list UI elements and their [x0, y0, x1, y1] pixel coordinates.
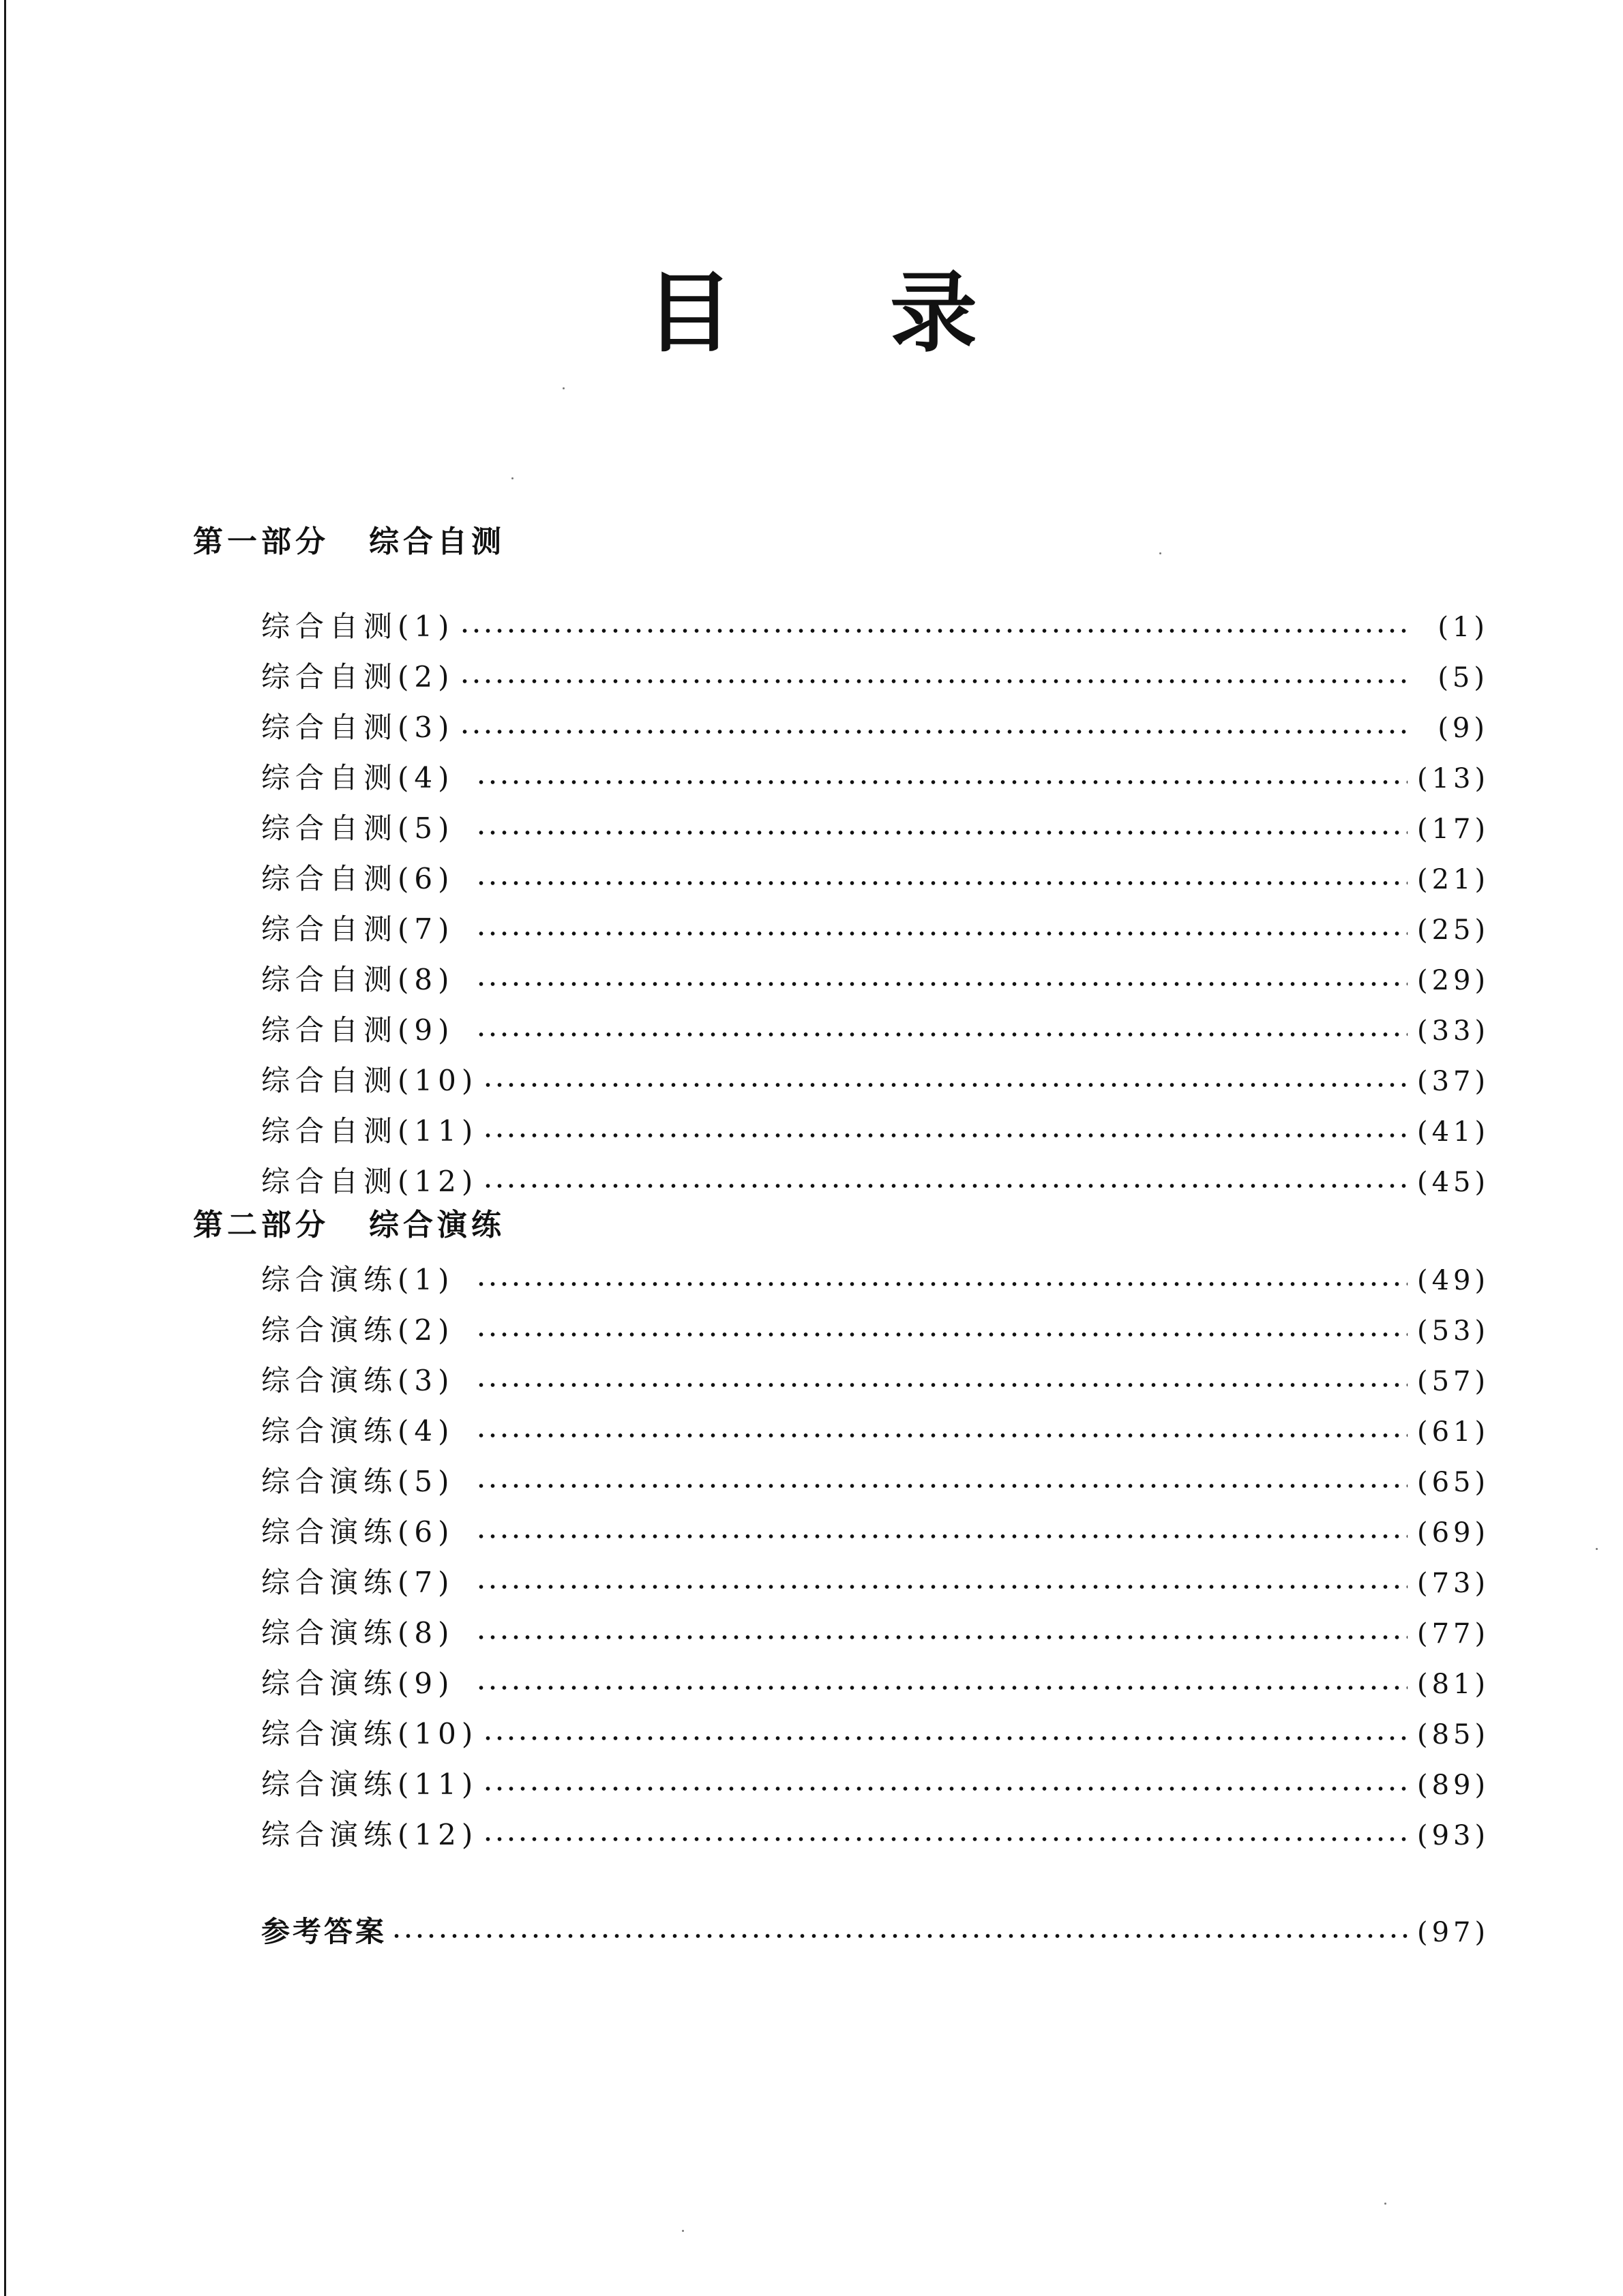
scan-speck	[511, 477, 513, 479]
toc-entry-title: 综合自测(5)	[261, 811, 455, 845]
toc-entry-answers[interactable]	[261, 1905, 1489, 1946]
page-title	[0, 262, 1623, 364]
dot-leader	[475, 1635, 1408, 1639]
toc-entry-title: 综合演练(2)	[261, 1313, 455, 1347]
toc-entry[interactable]	[261, 1607, 1489, 1648]
dot-leader	[475, 780, 1408, 784]
dot-leader	[475, 1484, 1408, 1488]
toc-entry[interactable]	[261, 953, 1489, 994]
page-title-char-1: 目	[646, 262, 734, 364]
toc-entry-title: 综合自测(10)	[261, 1064, 479, 1097]
dot-leader	[475, 1032, 1408, 1037]
toc-entry-title: 综合自测(2)	[261, 660, 455, 694]
toc-entry-page: (33)	[1417, 1015, 1490, 1047]
toc-entry-page: (41)	[1417, 1116, 1490, 1148]
toc-entry-page: (13)	[1417, 763, 1490, 794]
dot-leader	[482, 1736, 1408, 1740]
toc-entry-page: (61)	[1417, 1416, 1490, 1448]
toc-entry-page: (45)	[1417, 1167, 1490, 1198]
toc-entry-page: (69)	[1417, 1517, 1490, 1549]
toc-entry[interactable]	[261, 1506, 1489, 1547]
section-heading-part-1	[193, 524, 505, 559]
toc-entry-title: 综合演练(8)	[261, 1616, 455, 1650]
section-heading-name: 综合自测	[369, 524, 505, 559]
toc-entry-page: (37)	[1417, 1066, 1490, 1097]
toc-entry-page: (21)	[1417, 864, 1490, 895]
toc-entry[interactable]	[261, 1304, 1489, 1345]
toc-entry-title: 综合演练(3)	[261, 1364, 455, 1397]
toc-entry-title: 综合演练(5)	[261, 1465, 455, 1498]
toc-entry-title: 综合演练(4)	[261, 1414, 455, 1448]
dot-leader	[482, 1083, 1408, 1087]
toc-entry[interactable]	[261, 1455, 1489, 1496]
scan-speck	[563, 387, 565, 389]
toc-entry[interactable]	[261, 1405, 1489, 1446]
toc-entry-page: (5)	[1438, 662, 1489, 694]
toc-entry-title: 综合演练(10)	[261, 1717, 479, 1750]
toc-entry-title: 综合演练(9)	[261, 1667, 455, 1700]
section-heading-name: 综合演练	[369, 1208, 505, 1242]
dot-leader	[475, 931, 1408, 936]
toc-entry[interactable]	[261, 1004, 1489, 1045]
toc-entry[interactable]	[261, 1105, 1489, 1146]
toc-entry-title: 综合自测(8)	[261, 963, 455, 996]
dot-leader	[482, 1837, 1408, 1841]
toc-entry-title: 综合自测(3)	[261, 711, 455, 744]
toc-entry-page: (17)	[1417, 814, 1490, 845]
toc-entry-page: (9)	[1438, 713, 1489, 744]
toc-entry-title: 综合自测(12)	[261, 1165, 479, 1198]
dot-leader	[475, 982, 1408, 986]
toc-entry[interactable]	[261, 1054, 1489, 1095]
toc-entry[interactable]	[261, 852, 1489, 893]
toc-entry-page: (89)	[1417, 1770, 1490, 1801]
dot-leader	[475, 1383, 1408, 1387]
dot-leader	[475, 1585, 1408, 1589]
toc-entry[interactable]	[261, 1808, 1489, 1849]
toc-entry-title: 综合自测(9)	[261, 1013, 455, 1047]
toc-entry[interactable]	[261, 1155, 1489, 1196]
toc-entry-page: (1)	[1438, 612, 1489, 643]
toc-entry[interactable]	[261, 1708, 1489, 1748]
toc-entry-title: 综合自测(11)	[261, 1114, 479, 1148]
toc-entry[interactable]	[261, 1657, 1489, 1698]
toc-entry-page: (85)	[1417, 1719, 1490, 1750]
toc-entry-page: (57)	[1417, 1366, 1490, 1397]
toc-entry[interactable]	[261, 651, 1489, 694]
toc-entry-page: (97)	[1417, 1917, 1490, 1948]
scan-speck	[1596, 1548, 1598, 1550]
section-heading-prefix: 第二部分	[193, 1208, 329, 1242]
dot-leader	[459, 730, 1408, 734]
dot-leader	[475, 1332, 1408, 1337]
dot-leader	[482, 1184, 1408, 1188]
toc-entry-title: 参考答案	[261, 1915, 387, 1948]
scan-speck	[682, 2230, 684, 2232]
dot-leader	[475, 1282, 1408, 1286]
toc-entry-title: 综合自测(4)	[261, 761, 455, 794]
toc-entry-title: 综合自测(6)	[261, 862, 455, 895]
toc-entry-page: (81)	[1417, 1669, 1490, 1700]
toc-entry[interactable]	[261, 903, 1489, 944]
toc-entry-page: (65)	[1417, 1467, 1490, 1498]
toc-entry-page: (53)	[1417, 1315, 1490, 1347]
toc-entry-title: 综合演练(12)	[261, 1818, 479, 1851]
dot-leader	[459, 679, 1408, 683]
toc-entry[interactable]	[261, 1253, 1489, 1294]
toc-entry-page: (93)	[1417, 1820, 1490, 1851]
section-heading-prefix: 第一部分	[193, 524, 329, 559]
toc-entry-title: 综合演练(7)	[261, 1566, 455, 1599]
dot-leader	[459, 629, 1408, 633]
toc-entry[interactable]	[261, 600, 1489, 641]
toc-entry-page: (29)	[1417, 965, 1490, 996]
toc-entry[interactable]	[261, 802, 1489, 843]
toc-entry[interactable]	[261, 751, 1489, 792]
toc-entry-page: (73)	[1417, 1568, 1490, 1599]
dot-leader	[475, 831, 1408, 835]
dot-leader	[391, 1934, 1408, 1938]
toc-entry-title: 综合演练(6)	[261, 1515, 455, 1549]
dot-leader	[475, 881, 1408, 885]
dot-leader	[475, 1433, 1408, 1437]
scan-speck	[1384, 2203, 1386, 2205]
toc-entry-page: (77)	[1417, 1618, 1490, 1650]
toc-entry-title: 综合自测(1)	[261, 610, 455, 643]
scan-speck	[1159, 552, 1161, 554]
dot-leader	[482, 1133, 1408, 1137]
toc-entry-title: 综合演练(11)	[261, 1768, 479, 1801]
toc-entry[interactable]	[261, 1556, 1489, 1597]
dot-leader	[475, 1534, 1408, 1538]
toc-entry[interactable]	[261, 1758, 1489, 1799]
dot-leader	[475, 1686, 1408, 1690]
toc-entry[interactable]	[261, 701, 1489, 742]
toc-entry-page: (25)	[1417, 914, 1490, 946]
dot-leader	[482, 1787, 1408, 1791]
toc-entry-title: 综合自测(7)	[261, 912, 455, 946]
section-heading-part-2	[193, 1210, 505, 1240]
toc-entry-title: 综合演练(1)	[261, 1263, 455, 1296]
page-title-char-2: 录	[890, 262, 978, 364]
toc-entry[interactable]	[261, 1354, 1489, 1395]
toc-entry-page: (49)	[1417, 1265, 1490, 1296]
